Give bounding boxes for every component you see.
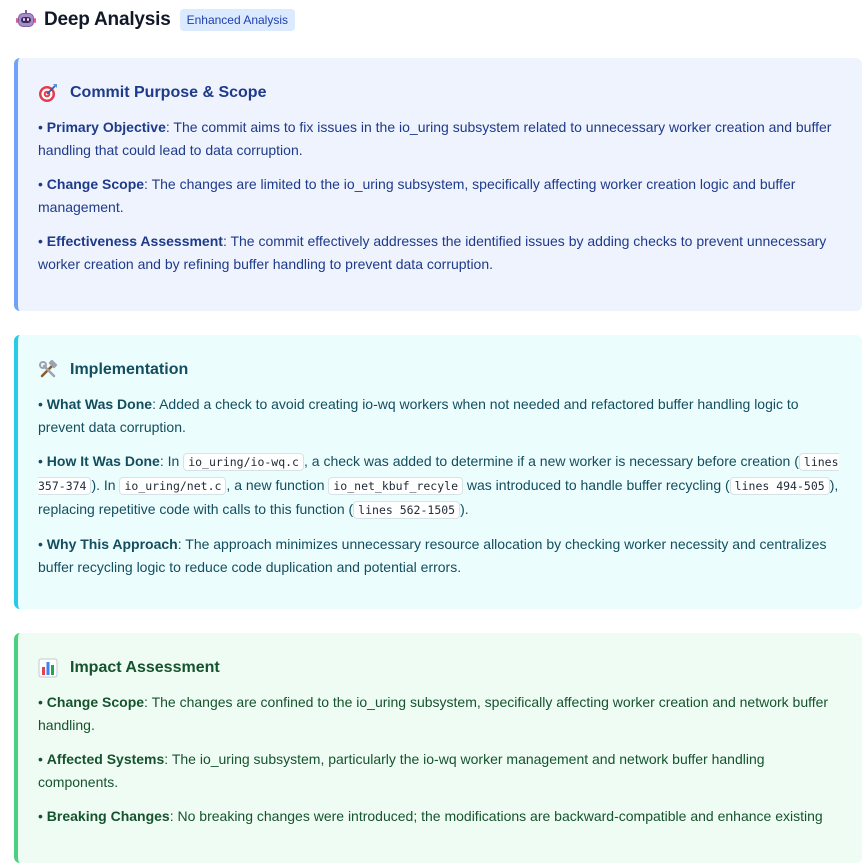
robot-icon xyxy=(16,10,36,30)
commit-purpose-title: Commit Purpose & Scope xyxy=(70,84,267,101)
code-file-path: io_uring/io-wq.c xyxy=(183,453,304,471)
implementation-heading xyxy=(38,357,842,383)
impact-assessment-title: Impact Assessment xyxy=(70,659,220,676)
code-file-path: io_uring/net.c xyxy=(119,477,226,495)
code-line-range: lines 357-374 xyxy=(38,455,839,493)
code-line-range: lines 494-505 xyxy=(730,477,830,495)
impact-assessment-heading xyxy=(38,655,842,681)
code-function-name: io_net_kbuf_recyle xyxy=(328,477,463,495)
code-line-range: lines 562-1505 xyxy=(353,501,460,519)
list-item: • What Was Done: Added a check to avoid creating io-wq workers when not needed and refactored buffer handling logic to prevent data corruption. xyxy=(38,396,799,435)
implementation-card xyxy=(14,335,862,609)
list-item: • Primary Objective: The commit aims to fix issues in the io_uring subsystem related to unnecessary worker creation and buffer handling that could lead to data corruption. xyxy=(38,119,832,158)
implementation-title: Implementation xyxy=(70,361,189,378)
target-icon xyxy=(38,83,58,103)
list-item: • How It Was Done: In io_uring/io-wq.c , a check was added to determine if a new worker is necessary before creation ( lines 357-374 ). In io_uring/net.c , a new function io_net_kbuf_recyle was introduced to handle buffer recycling ( lines 494-505 ), replacing repetitive code with calls to this function ( lines 562-1505 ). xyxy=(38,453,839,517)
impact-assessment-card xyxy=(14,633,862,863)
enhanced-analysis-badge: Enhanced Analysis xyxy=(180,9,295,31)
list-item: • Change Scope: The changes are confined to the io_uring subsystem, specifically affecting worker creation and network buffer handling. xyxy=(38,694,829,733)
commit-purpose-heading xyxy=(38,80,842,106)
list-item: • Breaking Changes: No breaking changes were introduced; the modifications are backward-compatible and enhance existing xyxy=(38,808,823,824)
tools-icon xyxy=(38,360,58,380)
list-item: • Effectiveness Assessment: The commit effectively addresses the identified issues by adding checks to prevent unnecessary worker creation and by refining buffer handling to prevent data corruption. xyxy=(38,233,827,272)
list-item: • Change Scope: The changes are limited to the io_uring subsystem, specifically affecting worker creation logic and buffer management. xyxy=(38,176,796,215)
page-title: Deep Analysis xyxy=(44,9,171,30)
page-header xyxy=(0,0,862,40)
commit-purpose-card xyxy=(14,58,862,311)
bar-chart-icon xyxy=(38,658,58,678)
list-item: • Affected Systems: The io_uring subsystem, particularly the io-wq worker management and network buffer handling components. xyxy=(38,751,765,790)
list-item: • Why This Approach: The approach minimizes unnecessary resource allocation by checking worker necessity and centralizes buffer recycling logic to reduce code duplication and potential errors. xyxy=(38,536,827,575)
